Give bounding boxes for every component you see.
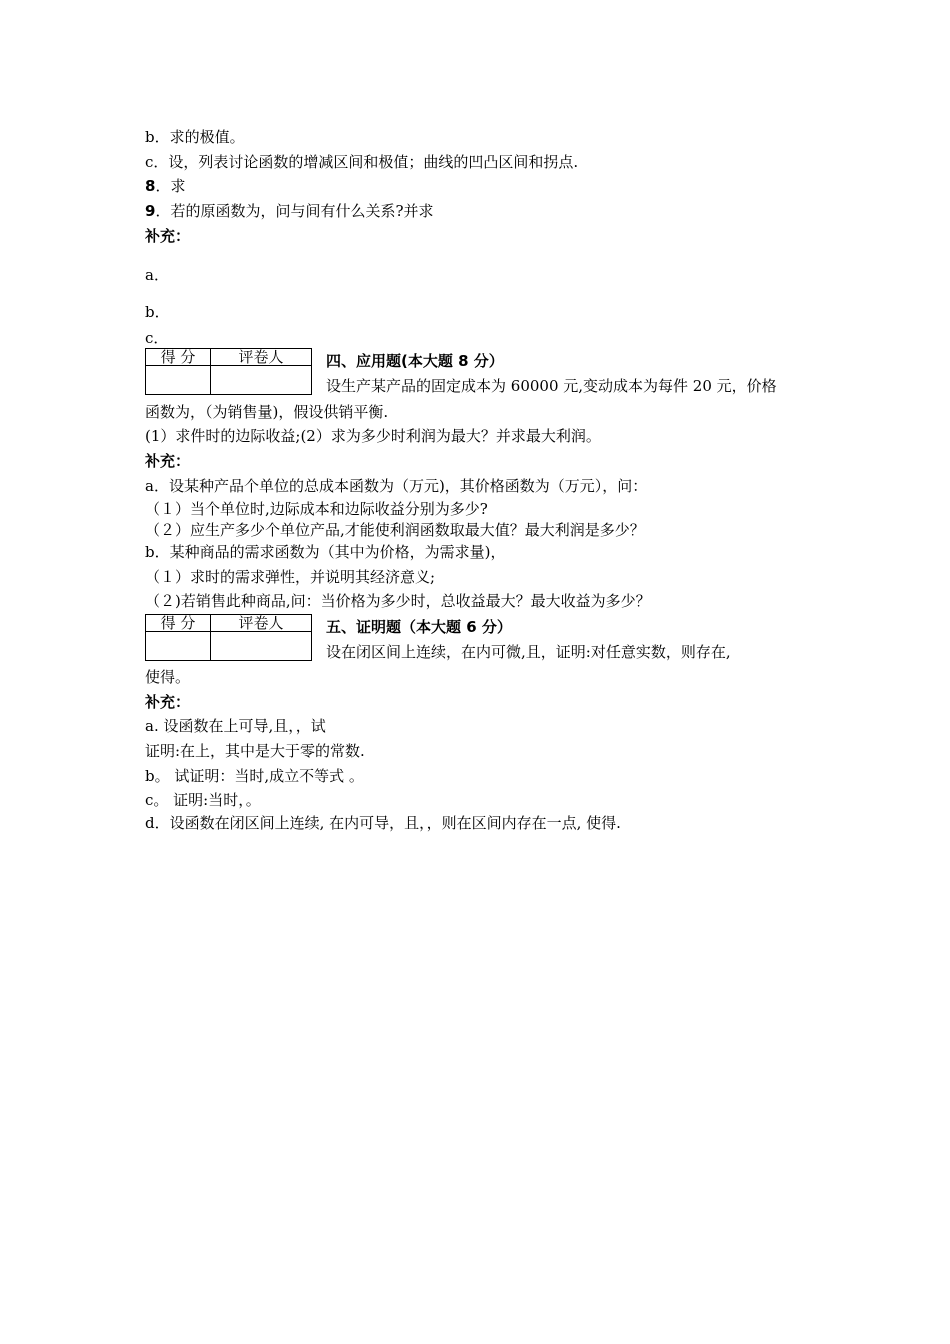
supplement-1-a: a． — [145, 266, 169, 284]
section-5-line-2: 使得。 — [145, 668, 191, 686]
grader-header: 评卷人 — [211, 615, 312, 632]
supplement-3-a-2: 证明:在上，其中是大于零的常数. — [145, 742, 365, 760]
supplement-3-a: a. 设函数在上可导,且，，试 — [145, 717, 326, 735]
supplement-2-b-1: （１）求时的需求弹性，并说明其经济意义; — [145, 568, 436, 586]
section-4-line-3: (1）求件时的边际收益;(2）求为多少时利润为最大？并求最大利润。 — [145, 427, 601, 445]
supplement-2-a: a．设某种产品个单位的总成本函数为（万元)，其价格函数为（万元），问： — [145, 477, 648, 495]
supplement-2-b-2: （２)若销售此种商品,问：当价格为多少时，总收益最大？最大收益为多少？ — [145, 592, 651, 610]
supplement-2-b: b．某种商品的需求函数为（其中为价格，为需求量)， — [145, 543, 506, 561]
supplement-heading-3: 补充： — [145, 693, 191, 711]
section-4-line-2: 函数为，（为销售量)，假设供销平衡. — [145, 403, 389, 421]
grader-cell — [211, 632, 312, 661]
supplement-heading-2: 补充： — [145, 452, 191, 470]
score-header: 得 分 — [146, 615, 211, 632]
grader-header: 评卷人 — [211, 349, 312, 366]
section-5-line-1: 设在闭区间上连续，在内可微,且，证明:对任意实数，则存在, — [326, 643, 731, 661]
section-4-line-1: 设生产某产品的固定成本为 60000 元,变动成本为每件 20 元，价格 — [326, 377, 777, 395]
grader-cell — [211, 366, 312, 395]
supplement-3-b: b。 试证明：当时,成立不等式 。 — [145, 767, 364, 785]
supplement-2-a-2: （２）应生产多少个单位产品,才能使利润函数取最大值？最大利润是多少？ — [145, 521, 645, 539]
score-cell — [146, 366, 211, 395]
score-table-section-4 — [145, 348, 312, 395]
section-5-title: 五、证明题（本大题 6 分） — [326, 618, 512, 636]
question-8-number: 8 — [145, 177, 156, 195]
score-header: 得 分 — [146, 349, 211, 366]
score-table-section-5 — [145, 614, 312, 661]
supplement-3-c: c。 证明:当时，。 — [145, 791, 261, 809]
score-cell — [146, 632, 211, 661]
item-b-extreme: b．求的极值。 — [145, 128, 245, 146]
section-4-title: 四、应用题(本大题 8 分） — [326, 352, 504, 370]
supplement-1-c: c． — [145, 329, 169, 347]
supplement-3-d: d．设函数在闭区间上连续, 在内可导，且，，则在区间内存在一点, 使得. — [145, 814, 621, 832]
supplement-heading-1: 补充： — [145, 227, 191, 245]
supplement-2-a-1: （１）当个单位时,边际成本和边际收益分别为多少? — [145, 500, 488, 518]
question-8-text: ．求 — [155, 177, 186, 195]
question-9-number: 9 — [145, 202, 156, 220]
question-9 — [145, 201, 433, 221]
supplement-1-b: b． — [145, 303, 170, 321]
item-c-table: c．设，列表讨论函数的增减区间和极值；曲线的凹凸区间和拐点. — [145, 153, 579, 171]
question-9-text: ．若的原函数为，问与间有什么关系?并求 — [155, 202, 434, 220]
question-8 — [145, 176, 185, 196]
